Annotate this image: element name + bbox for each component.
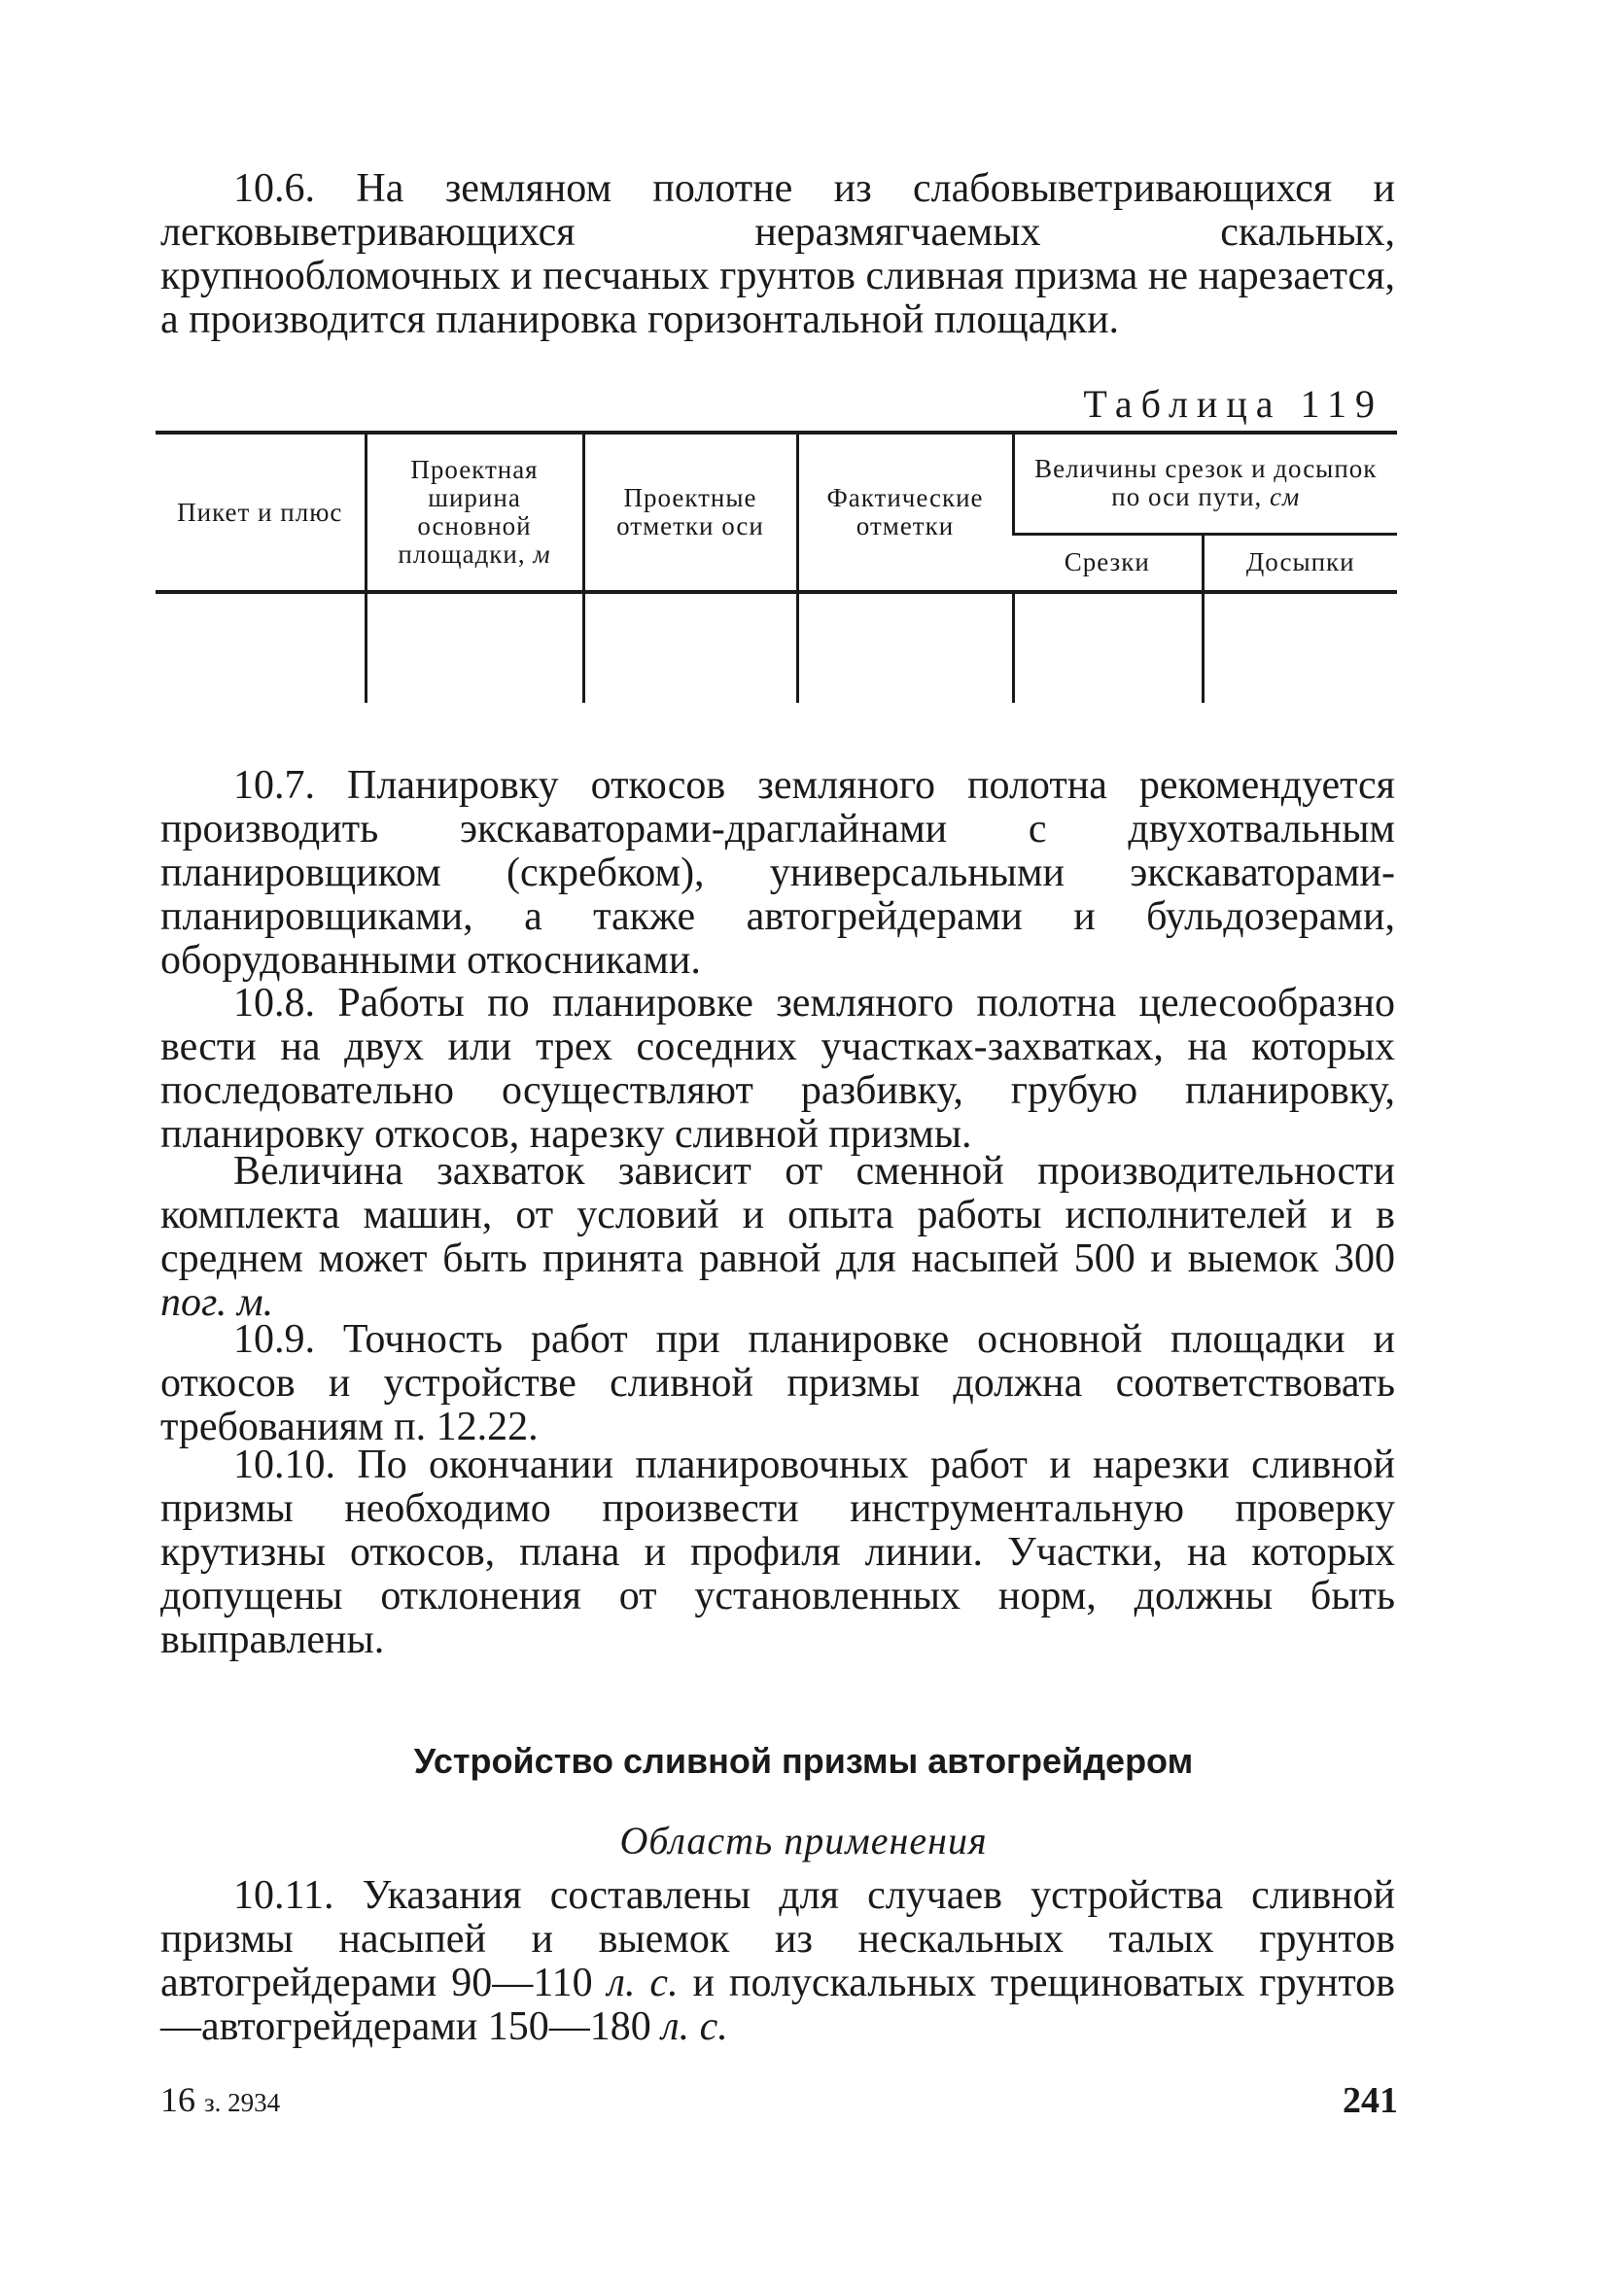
signature-order: з. 2934 [204, 2088, 281, 2117]
header-design-width [366, 433, 583, 592]
table-119 [156, 431, 1397, 703]
paragraph-10-7: 10.7. Планировку откосов земляного полотна рекомендуется производить экскаваторами-драглайнами с двухотвальным планировщиком (скребком), универсальными экскаваторами-планировщиками, а также автогрейдерами и бульдозерами, оборудованными откосниками. [160, 763, 1395, 983]
header-cut-fill-text: Величины срезок и досыпок по оси пути, [1034, 454, 1378, 512]
header-design-width-text: Проектная ширина основной площадки, [398, 455, 539, 569]
paragraph-10-11-part-a: 10.11. Указания составлены для случаев устройства сливной призмы насыпей и выемок из нескальных талых грунтов автогрейдерами 90—110 [160, 1873, 1395, 2005]
table-caption: Таблица 119 [1083, 382, 1383, 426]
table-cell [366, 592, 583, 703]
paragraph-capture-size [160, 1150, 1395, 1325]
header-fills: Досыпки [1203, 534, 1397, 592]
table-row [156, 592, 1397, 703]
printer-signature [160, 2079, 280, 2120]
unit-horsepower: л. с. [607, 1961, 679, 2005]
header-actual-marks: Фактические отметки [797, 433, 1013, 592]
header-cuts: Срезки [1013, 534, 1203, 592]
header-cut-fill-unit: см [1270, 482, 1301, 512]
header-design-width-unit: м [533, 539, 551, 569]
table-cell [797, 592, 1013, 703]
header-picket: Пикет и плюс [156, 433, 366, 592]
paragraph-10-8: 10.8. Работы по планировке земляного полотна целесообразно вести на двух или трех соседних участках-захватках, на которых последовательно осуществляют разбивку, грубую планировку, планировку откосов, нарезку сливной призмы. [160, 981, 1395, 1157]
table-cell [1013, 592, 1203, 703]
unit-running-meter: пог. м. [160, 1280, 274, 1325]
header-cut-fill [1013, 433, 1397, 534]
paragraph-10-11 [160, 1874, 1395, 2049]
paragraph-10-9: 10.9. Точность работ при планировке основной площадки и откосов и устройстве сливной призмы должна соответствовать требованиям п. 12.22. [160, 1317, 1395, 1449]
header-design-marks: Проектные отметки оси [583, 433, 797, 592]
signature-number: 16 [160, 2080, 195, 2119]
section-heading: Устройство сливной призмы автогрейдером [413, 1741, 1194, 1781]
section-subheading: Область применения [619, 1819, 988, 1862]
table-cell [583, 592, 797, 703]
table-cell [156, 592, 366, 703]
paragraph-capture-size-text: Величина захваток зависит от сменной производительности комплекта машин, от условий и опыта работы исполнителей и в среднем может быть принята равной для насыпей 500 и выемок 300 [160, 1149, 1395, 1281]
table-cell [1203, 592, 1397, 703]
page-number: 241 [1343, 2080, 1398, 2121]
unit-horsepower: л. с. [661, 2004, 728, 2049]
paragraph-10-10: 10.10. По окончании планировочных работ и нарезки сливной призмы необходимо произвести инструментальную проверку крутизны откосов, плана и профиля линии. Участки, на которых допущены отклонения от установленных норм, должны быть выправлены. [160, 1443, 1395, 1662]
paragraph-10-11-part-b: и полускальных трещиноватых грунтов—автогрейдерами 150—180 [160, 1961, 1396, 2049]
paragraph-10-6: 10.6. На земляном полотне из слабовыветривающихся и легковыветривающихся неразмягчаемых скальных, крупнообломочных и песчаных грунтов сливная призма не нарезается, а производится планировка горизонтальной площадки. [160, 166, 1395, 342]
